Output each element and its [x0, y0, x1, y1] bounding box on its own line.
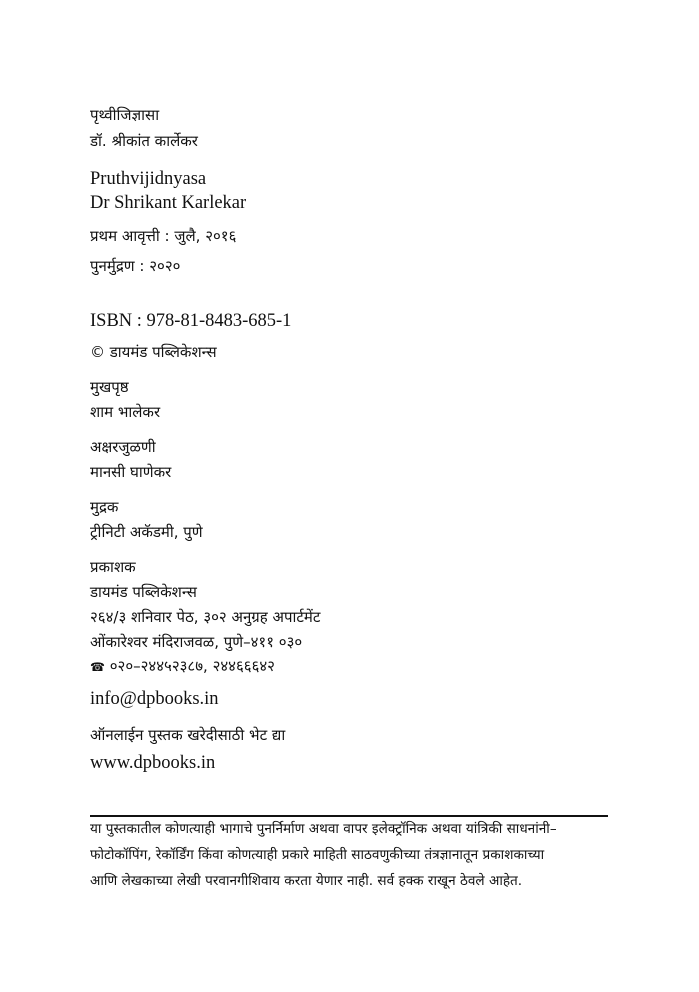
- title-marathi: पृथ्वीजिज्ञासा: [90, 106, 160, 124]
- notice-line-1: या पुस्तकातील कोणत्याही भागाचे पुनर्निर्माण अथवा वापर इलेक्ट्रॉनिक अथवा यांत्रिकी साधनांनी–: [90, 821, 557, 837]
- publisher-name: डायमंड पब्लिकेशन्स: [90, 583, 197, 601]
- website-link[interactable]: www.dpbooks.in: [90, 753, 216, 773]
- isbn: ISBN : 978-81-8483-685-1: [90, 311, 292, 331]
- reprint: पुनर्मुद्रण : २०२०: [90, 257, 181, 275]
- typesetter: मानसी घाणेकर: [90, 463, 172, 481]
- title-english: Pruthvijidnyasa: [90, 169, 207, 189]
- publisher-phone: [90, 659, 275, 674]
- notice-line-3: आणि लेखकाच्या लेखी परवानगीशिवाय करता येणार नाही. सर्व हक्क राखून ठेवले आहेत.: [90, 873, 523, 889]
- publisher-address-1: २६४/३ शनिवार पेठ, ३०२ अनुग्रह अपार्टमेंट: [90, 608, 321, 626]
- publisher-address-2: ओंकारेश्वर मंदिराजवळ, पुणे–४११ ०३०: [90, 633, 303, 651]
- divider: [90, 815, 608, 817]
- publisher-email[interactable]: info@dpbooks.in: [90, 689, 219, 709]
- cover-label: मुखपृष्ठ: [90, 378, 129, 396]
- typesetting-label: अक्षरजुळणी: [90, 438, 156, 456]
- notice-line-2: फोटोकॉपिंग, रेकॉर्डिंग किंवा कोणत्याही प्रकारे माहिती साठवणुकीच्या तंत्रज्ञानातून प्रकाशकाच्या: [90, 847, 545, 863]
- author-marathi: डॉ. श्रीकांत कार्लेकर: [90, 132, 198, 150]
- phone-number: ०२०–२४४५२३८७, २४४६६६४२: [109, 657, 275, 675]
- copyright: © डायमंड पब्लिकेशन्स: [90, 343, 217, 361]
- online-text: ऑनलाईन पुस्तक खरेदीसाठी भेट द्या: [90, 726, 286, 744]
- first-edition: प्रथम आवृत्ती : जुलै, २०१६: [90, 227, 237, 245]
- printer-label: मुद्रक: [90, 498, 119, 516]
- phone-icon: ☎: [90, 660, 105, 674]
- publisher-label: प्रकाशक: [90, 558, 136, 576]
- cover-artist: शाम भालेकर: [90, 403, 161, 421]
- author-english: Dr Shrikant Karlekar: [90, 193, 247, 213]
- printer-name: ट्रीनिटी अकॅडमी, पुणे: [90, 523, 203, 541]
